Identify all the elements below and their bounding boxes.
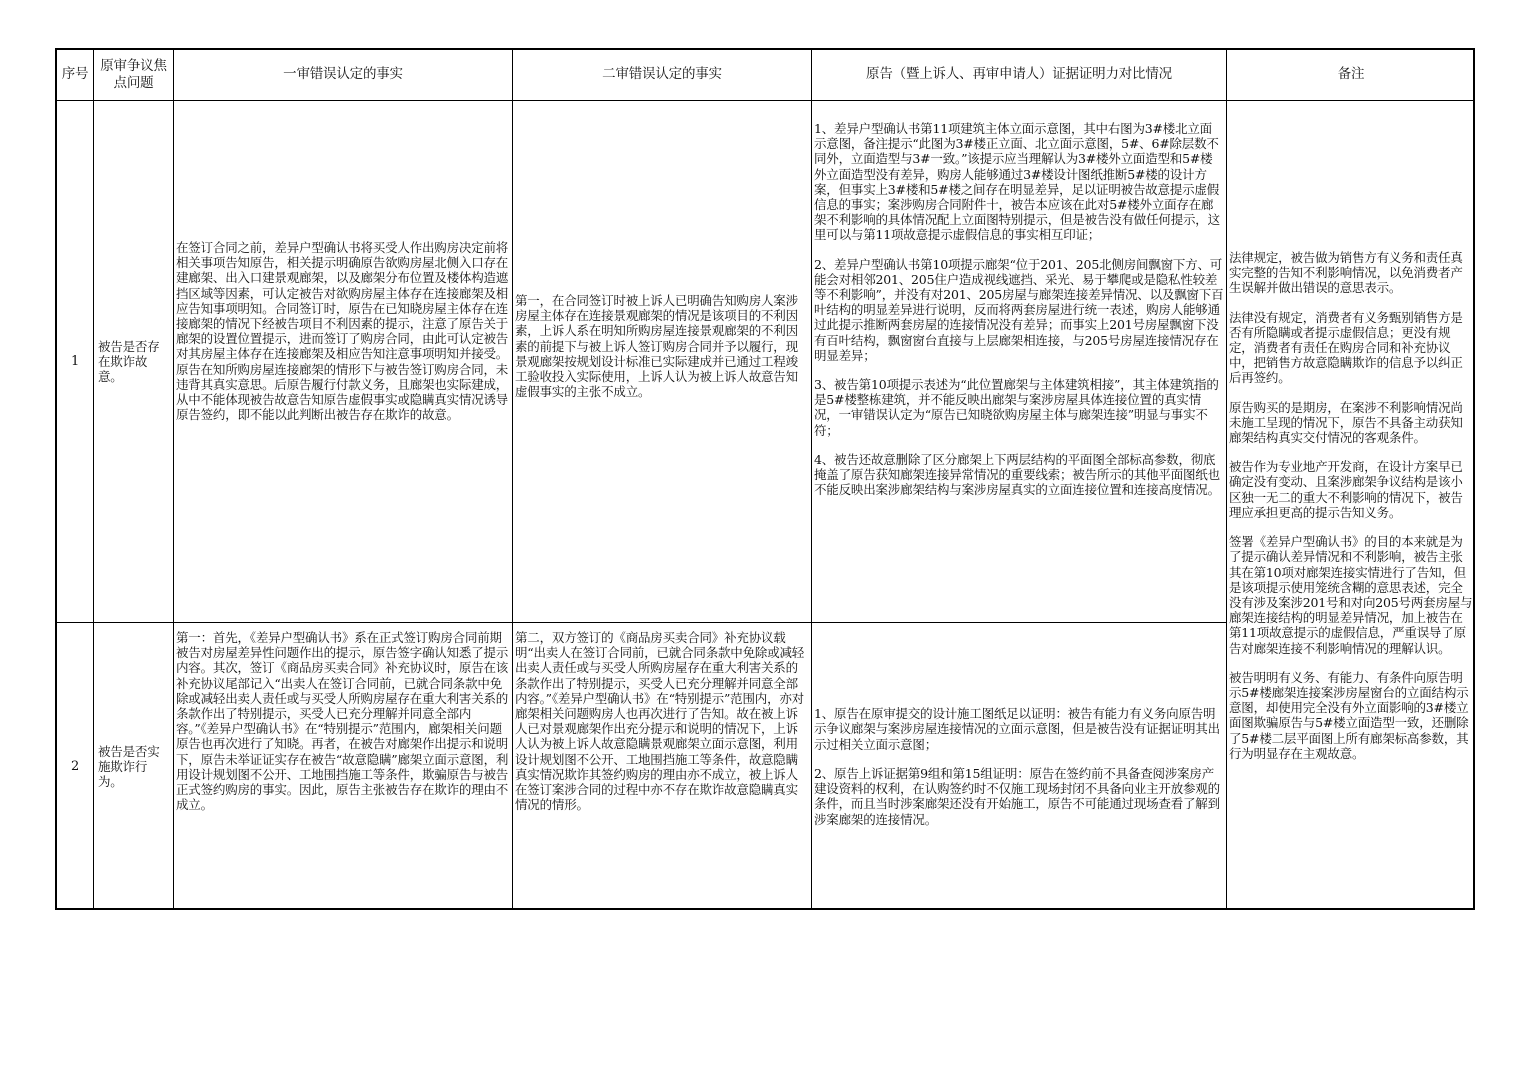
row-number: 1 — [70, 353, 80, 369]
column-divider — [811, 50, 812, 908]
remark-paragraph: 法律没有规定，消费者有义务甄别销售方是否有所隐瞒或者提示虚假信息；更没有规定，消费者有责任在购房合同和补充协议中，把销售方故意隐瞒欺诈的信息予以纠正后再签约。 — [1229, 309, 1463, 386]
remark-paragraph: 被告明明有义务、有能力、有条件向原告明示5#楼廊架连接案涉房屋窗台的立面结构示意图，却使用完全没有外立面影响的3#楼立面图欺骗原告与5#楼立面造型一致，还删除了5#楼二层平面图上所有廊架标高参数，其行为明显存在主观故意。 — [1229, 669, 1469, 761]
evidence-item: 1、原告在原审提交的设计施工图纸足以证明：被告有能力有义务向原告明示争议廊架与案涉房屋连接情况的立面示意图，但是被告没有证据证明其出示过相关立面示意图； — [814, 706, 1220, 752]
evidence-item: 2、差异户型确认书第10项提示廊架“位于201、205北侧房间飘窗下方、可能会对相邻201、205住户造成视线遮挡、采光、易于攀爬或是隐私性较差等不利影响”，并没有对201、205房屋与廊架连接差异情况、以及飘窗下百叶结构的明显差异进行说明，反而将两套房屋进行统一表述，购房人能够通过此提示推断两套房屋的连接情况没有差异；而事实上201号房屋飘窗下没有百叶结构，飘窗窗台直接与上层廊架相连接，与205号房屋连接情况存在明显差异； — [814, 256, 1224, 363]
row-issue-text: 被告是否存在欺诈故意。 — [98, 338, 160, 385]
remark-paragraph: 签署《差异户型确认书》的目的本来就是为了提示确认差异情况和不利影响，被告主张其在第10项对廊架连接实情进行了告知，但是该项提示使用笼统含糊的意思表述，完全没有涉及案涉201号和对向205号两套房屋与廊架连接结构的明显差异情况，加上被告在第11项故意提示的虚假信息，严重误导了原告对廊架连接不利影响情况的理解认识。 — [1229, 534, 1473, 656]
first-instance-fact: 在签订合同之前，差异户型确认书将买受人作出购房决定前将相关事项告知原告，相关提示明确原告欲购房屋北侧入口存在建廊架、出入口建景观廊架，以及廊架分布位置及楼体构造遮挡区域等因素，可认定被告对欲购房屋主体存在连接廊架及相应告知事项明知。合同签订时，原告在已知晓房屋主体存在连接廊架的情况下经被告项目不利因素的提示，注意了原告关于廊架的设置位置提示，进而签订了购房合同，由此可认定被告对其房屋主体存在连接廊架及相应告知注意事项明知并接受。原告在知所购房屋连接廊架的情形下与被告签订购房合同，未违背其真实意思。后原告履行付款义务，且廊架也实际建成，从中不能体现被告故意告知原告虚假事实或隐瞒真实情况诱导原告签约，即不能以此判断出被告存在欺诈的故意。 — [176, 240, 509, 423]
row-issue — [95, 623, 172, 910]
row-number: 2 — [70, 758, 80, 774]
evidence-comparison — [814, 121, 1224, 621]
remark-paragraph: 被告作为专业地产开发商，在设计方案早已确定没有变动、且案涉廊架争议结构是该小区独一无二的重大不利影响的情况下，被告理应承担更高的提示告知义务。 — [1229, 459, 1463, 520]
evidence-item: 4、被告还故意删除了区分廊架上下两层结构的平面图全部标高参数，彻底掩盖了原告获知廊架连接异常情况的重要线索；被告所示的其他平面图纸也不能反映出案涉廊架结构与案涉房屋真实的立面连接位置和连接高度情况。 — [814, 451, 1220, 498]
column-divider — [93, 50, 94, 908]
evidence-comparison — [814, 623, 1224, 910]
column-divider — [173, 50, 174, 908]
header-second-instance: 二审错误认定的事实 — [602, 66, 722, 83]
first-instance-fact: 第一：首先，《差异户型确认书》系在正式签订购房合同前期被告对房屋差异性问题作出的提示，原告签字确认知悉了提示内容。其次，签订《商品房买卖合同》补充协议时，原告在该补充协议尾部记入“出卖人在签订合同前，已就合同条款中免除或减轻出卖人责任或与买受人所购房屋存在重大利害关系的条款作出了特别提示，买受人已充分理解并同意全部内容。”《差异户型确认书》在“特别提示”范围内，廊架相关问题原告也再次进行了知晓。再者，在被告对廊架作出提示和说明下，原告未举证证实存在被告“故意隐瞒”廊架立面示意图，利用设计规划图不公开、工地围挡施工等条件，欺骗原告与被告正式签约购房的事实。因此，原告主张被告存在欺诈的理由不成立。 — [176, 630, 509, 813]
remark-paragraph: 法律规定，被告做为销售方有义务和责任真实完整的告知不利影响情况，以免消费者产生误解并做出错误的意思表示。 — [1229, 250, 1463, 296]
second-instance-fact: 第二，双方签订的《商品房买卖合同》补充协议载明“出卖人在签订合同前，已就合同条款中免除或减轻出卖人责任或与买受人所购房屋存在重大利害关系的条款作出了特别提示，买受人已充分理解并同意全部内容。”《差异户型确认书》在“特别提示”范围内，亦对廊架相关问题购房人也再次进行了告知。故在被上诉人已对景观廊架作出充分提示和说明的情况下，上诉人认为被上诉人故意隐瞒景观廊架立面示意图，利用设计规划图不公开、工地围挡施工等条件，故意隐瞒真实情况欺诈其签约购房的理由亦不成立，被上诉人在签订案涉合同的过程中亦不存在欺诈故意隐瞒真实情况的情形。 — [515, 630, 805, 813]
column-divider — [512, 50, 513, 908]
header-first-instance: 一审错误认定的事实 — [283, 66, 403, 83]
row-issue-text: 被告是否实施欺诈行为。 — [98, 743, 160, 790]
column-divider — [1226, 50, 1227, 908]
remark-column — [1229, 101, 1473, 910]
evidence-item: 1、差异户型确认书第11项建筑主体立面示意图，其中右图为3#楼北立面示意图，备注提示“此图为3#楼正立面、北立面示意图，5#、6#除层数不同外，立面造型与3#一致。”该提示应当理解认为3#楼外立面造型和5#楼外立面造型没有差异，购房人能够通过3#楼设计图纸推断5#楼的设计方案，但事实上3#楼和5#楼之间存在明显差异，足以证明被告故意提示虚假信息的事实；案涉购房合同附件十，被告本应该在此对5#楼外立面存在廊架不利影响的具体情况配上立面图特别提示，但是被告没有做任何提示，这里可以与第11项故意提示虚假信息的事实相互印证； — [814, 121, 1220, 243]
header-remark: 备注 — [1337, 66, 1365, 83]
header-no: 序号 — [61, 66, 89, 83]
remark-paragraph: 原告购买的是期房，在案涉不利影响情况尚未施工呈现的情况下，原告不具备主动获知廊架结构真实交付情况的客观条件。 — [1229, 399, 1463, 446]
header-issue: 原审争议焦点问题 — [100, 58, 167, 91]
dispute-table — [55, 48, 1475, 910]
second-instance-fact: 第一，在合同签订时被上诉人已明确告知购房人案涉房屋主体存在连接景观廊架的情况是该项目的不利因素，上诉人系在明知所购房屋连接景观廊架的不利因素的前提下与被上诉人签订购房合同并予以履行，现景观廊架按规划设计标准已实际建成并已通过工程竣工验收投入实际使用，上诉人认为被上诉人故意告知虚假事实的主张不成立。 — [515, 293, 798, 400]
header-evidence: 原告（暨上诉人、再审申请人）证据证明力对比情况 — [866, 66, 1172, 83]
evidence-item: 3、被告第10项提示表述为“此位置廊架与主体建筑相接”，其主体建筑指的是5#楼整栋建筑，并不能反映出廊架与案涉房屋具体连接位置的真实情况，一审错误认定为“原告已知晓欲购房屋主体与廊架连接”明显与事实不符； — [814, 377, 1219, 438]
evidence-item: 2、原告上诉证据第9组和第15组证明：原告在签约前不具备查阅涉案房产建设资料的权利，在认购签约时不仅施工现场封闭不具备向业主开放参观的条件，而且当时涉案廊架还没有开始施工，原告不可能通过现场查看了解到涉案廊架的连接情况。 — [814, 765, 1220, 827]
row-issue — [95, 101, 172, 622]
